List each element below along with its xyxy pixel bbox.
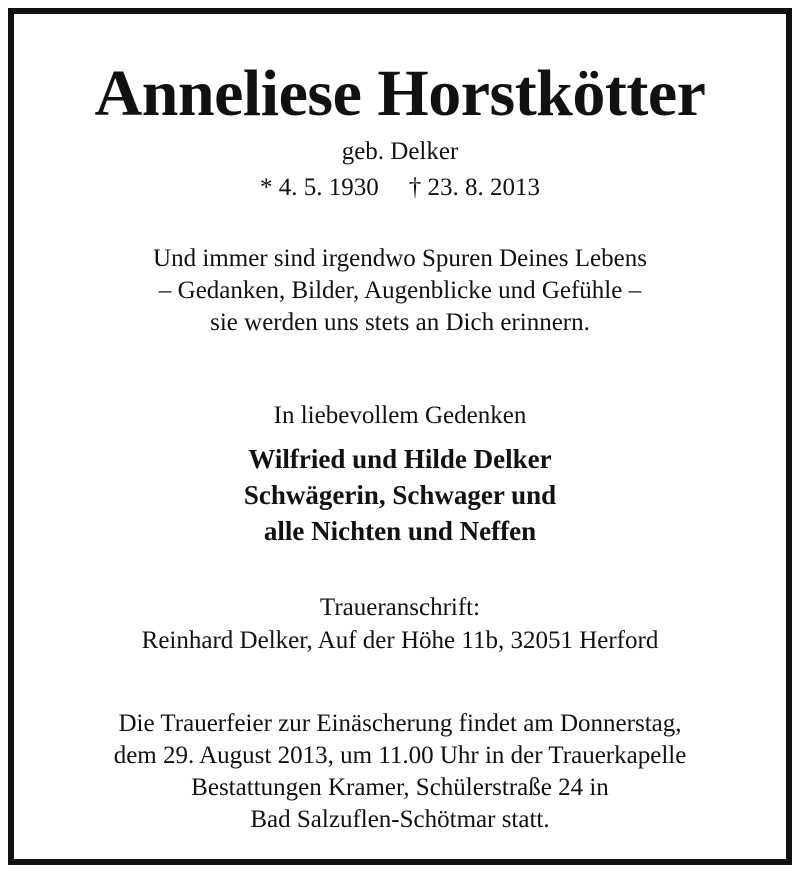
ceremony-line: dem 29. August 2013, um 11.00 Uhr in der Trauerkapelle: [113, 742, 687, 769]
mourner-line: Schwägerin, Schwager und: [243, 480, 557, 510]
remembrance-text: In liebevollem Gedenken: [273, 402, 527, 429]
life-dates: [14, 172, 786, 204]
deceased-name: Anneliese Horstkötter: [94, 57, 706, 130]
obituary-frame: [8, 8, 792, 865]
address-label: Traueranschrift:: [319, 594, 481, 621]
death-date: † 23. 8. 2013: [408, 174, 540, 201]
ceremony-line: Bestattungen Kramer, Schülerstraße 24 in: [191, 774, 609, 801]
ceremony-line: Bad Salzuflen-Schötmar statt.: [250, 806, 550, 833]
ceremony-line: Die Trauerfeier zur Einäscherung findet am Donnerstag,: [118, 710, 682, 737]
mourner-line: alle Nichten und Neffen: [263, 516, 537, 546]
birth-date: * 4. 5. 1930: [260, 174, 379, 201]
mourner-line: Wilfried und Hilde Delker: [248, 444, 552, 474]
mourning-address: Reinhard Delker, Auf der Höhe 11b, 32051 Herford: [141, 627, 659, 654]
maiden-name: geb. Delker: [341, 138, 459, 165]
verse-line: – Gedanken, Bilder, Augenblicke und Gefühle –: [158, 277, 642, 304]
verse-line: Und immer sind irgendwo Spuren Deines Lebens: [153, 245, 647, 272]
verse-line: sie werden uns stets an Dich erinnern.: [210, 309, 590, 336]
